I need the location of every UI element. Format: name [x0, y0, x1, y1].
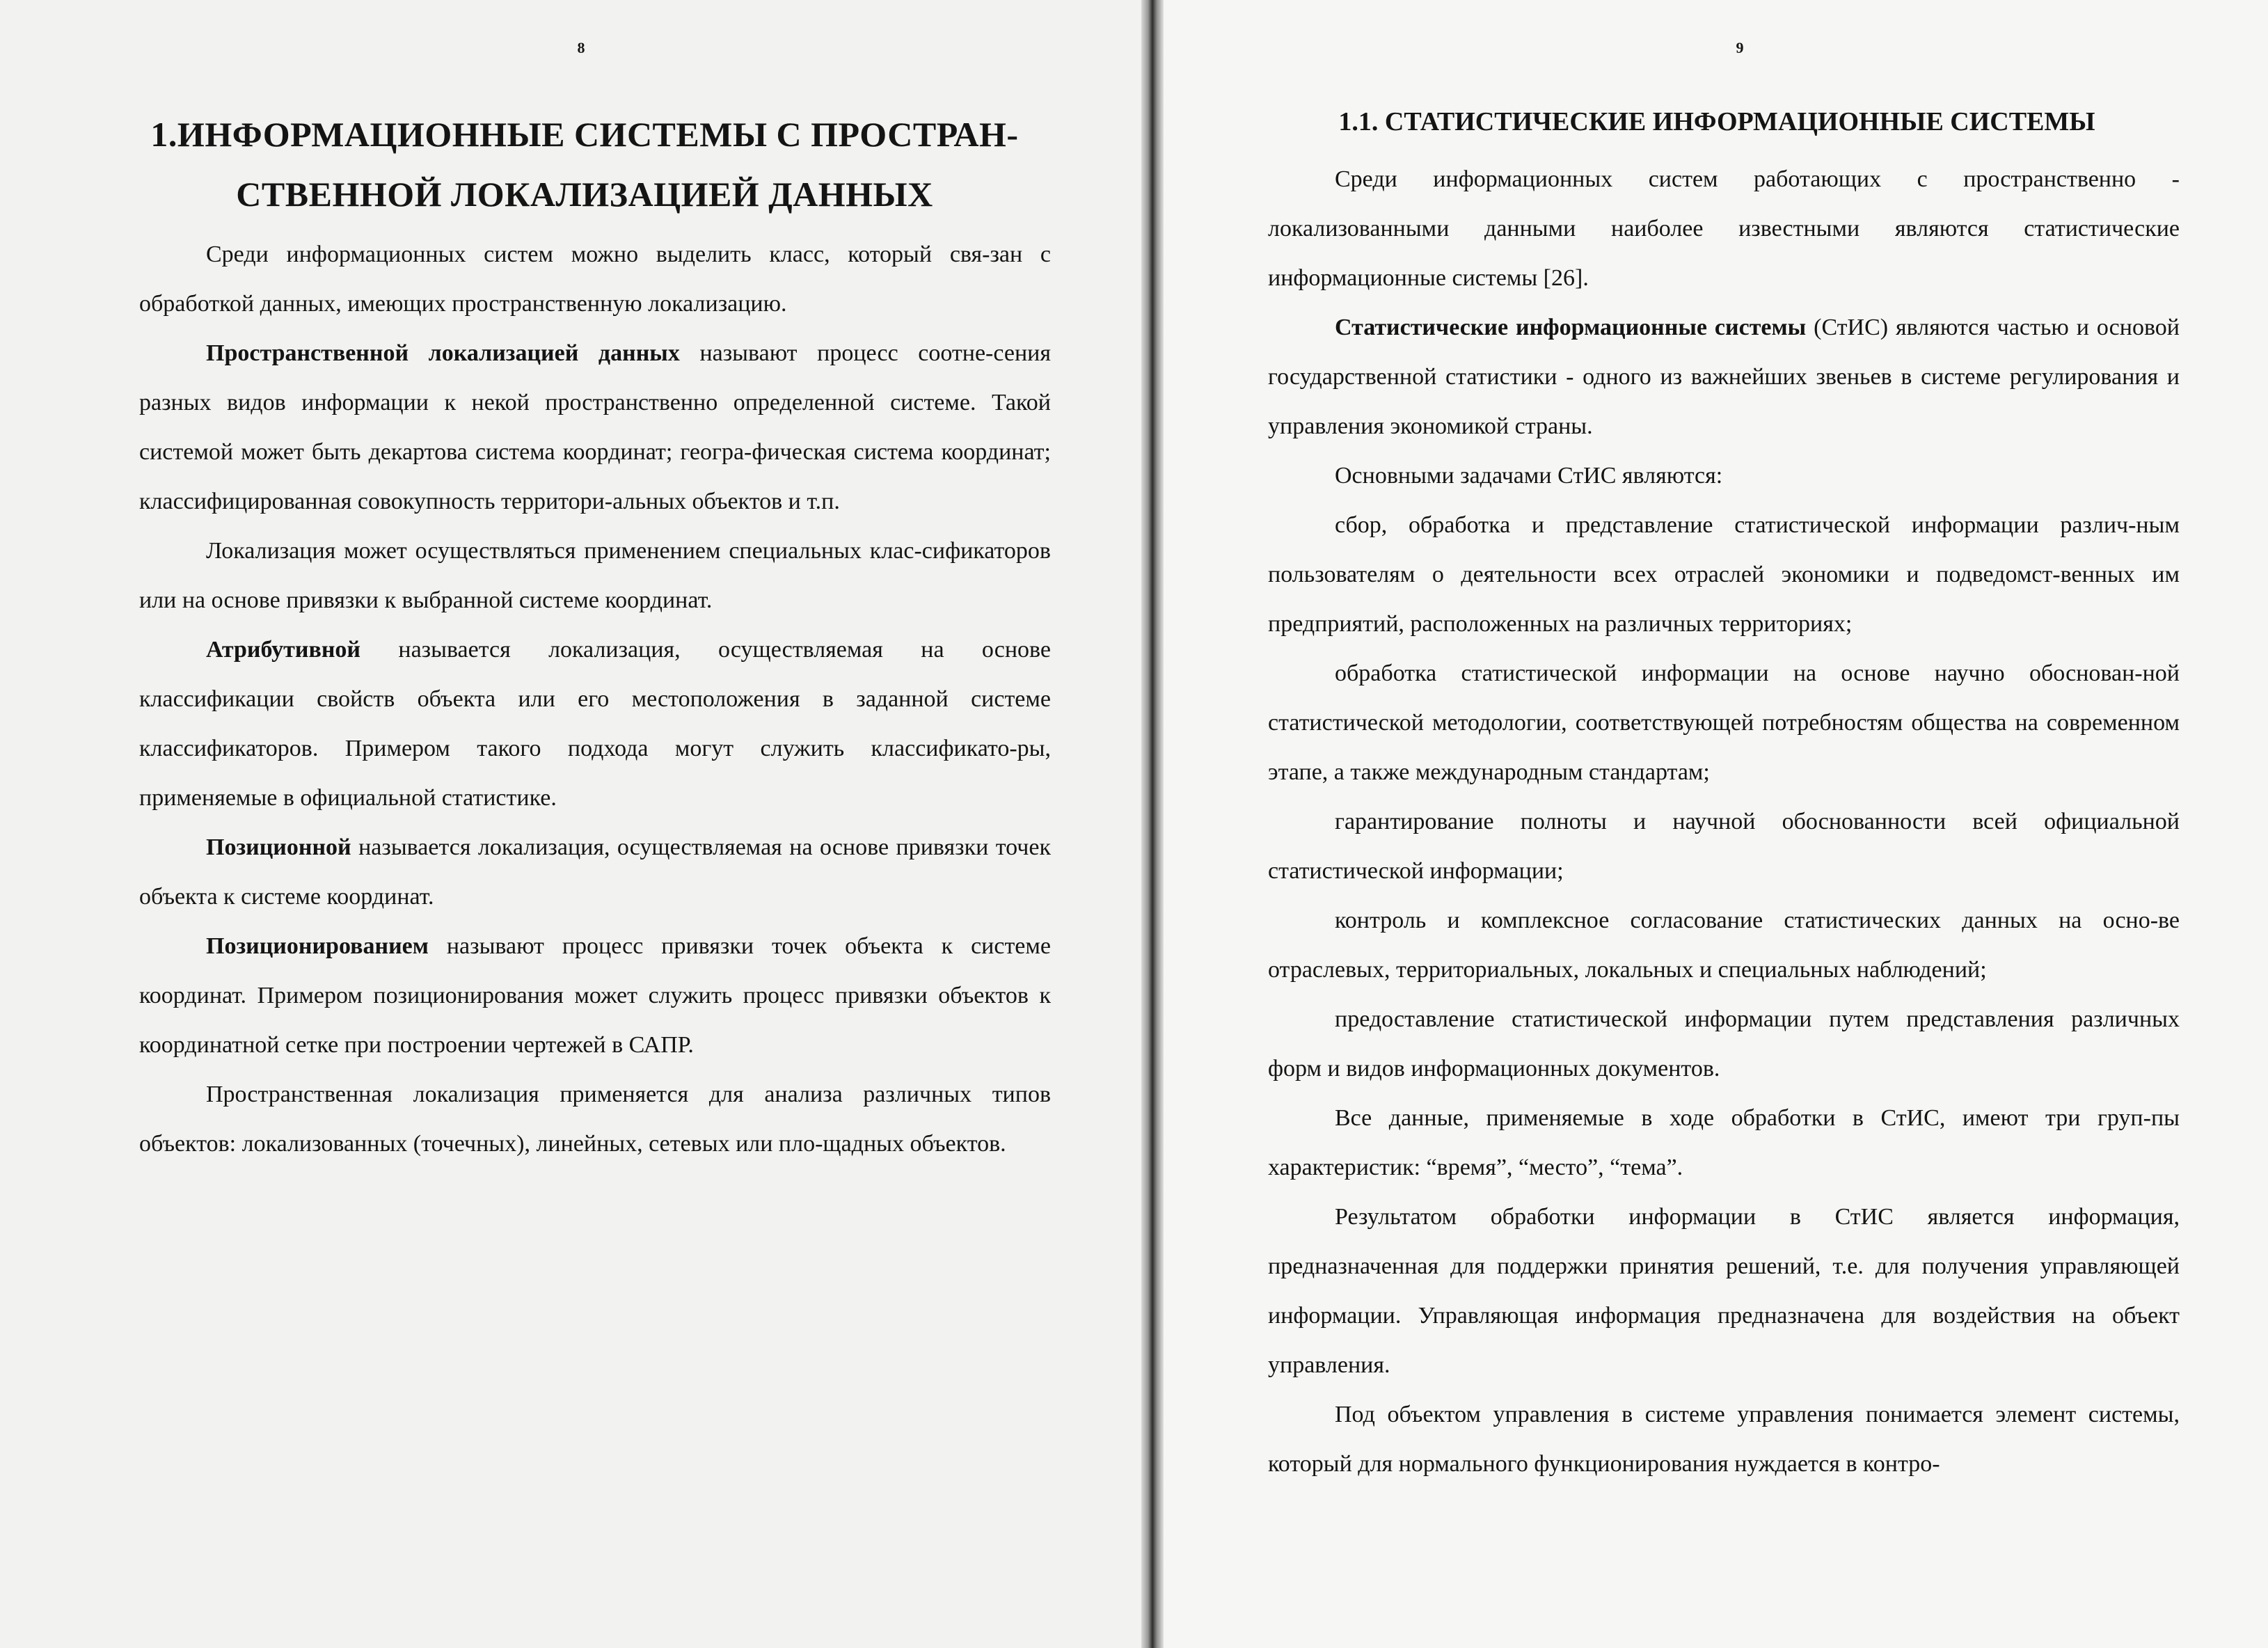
term: Атрибутивной — [206, 637, 361, 663]
chapter-title-line: 1.ИНФОРМАЦИОННЫЕ СИСТЕМЫ С ПРОСТРАН- — [150, 115, 1019, 154]
page-number: 8 — [577, 39, 585, 56]
paragraph: контроль и комплексное согласование статистических данных на осно-ве отраслевых, территориальных, локальных и специальных наблюдений; — [1268, 908, 2180, 983]
chapter-title — [125, 104, 1044, 224]
paragraph: Все данные, применяемые в ходе обработки в СтИС, имеют три груп-пы характеристик: “время”, “место”, “тема”. — [1268, 1105, 2180, 1180]
paragraph: Под объектом управления в системе управления понимается элемент системы, который для нормального функционирования нуждается в контро- — [1268, 1402, 2180, 1477]
page-number: 9 — [1736, 39, 1744, 56]
book-gutter — [1141, 0, 1164, 1648]
paragraph: обработка статистической информации на основе научно обоснован-ной статистической методологии, соответствующей потребностям общества на современном этапе, а также международным стандартам; — [1268, 660, 2180, 785]
paragraph: Статистические информационные системы (СтИС) являются частью и основой государственной статистики - одного из важнейших звеньев в системе регулирования и управления экономикой страны. — [1268, 315, 2180, 439]
term: Пространственной локализацией данных — [206, 340, 680, 366]
paragraph: гарантирование полноты и научной обоснованности всей официальной статистической информации; — [1268, 809, 2180, 884]
term: Статистические информационные системы — [1335, 315, 1807, 340]
chapter-title-line: СТВЕННОЙ ЛОКАЛИЗАЦИЕЙ ДАННЫХ — [236, 175, 933, 214]
paragraph: сбор, обработка и представление статистической информации различ-ным пользователям о деятельности всех отраслей экономики и подведомст-венных им предприятий, расположенных на различных территориях; — [1268, 512, 2180, 637]
paragraph: Пространственной локализацией данных называют процесс соотне-сения разных видов информации к некой пространственно определенной системе. Такой системой может быть декартова система координат; геогра-фическая система координат; классифицированная совокупность территори-альных объектов и т.п. — [139, 340, 1051, 514]
paragraph: Позиционированием называют процесс привязки точек объекта к системе координат. Примером позиционирования может служить процесс привязки объектов к координатной сетке при построении чертежей в САПР. — [139, 933, 1051, 1058]
paragraph: Локализация может осуществляться применением специальных клас-сификаторов или на основе привязки к выбранной системе координат. — [139, 538, 1051, 613]
body-text — [1268, 154, 2180, 1489]
paragraph: Атрибутивной называется локализация, осуществляемая на основе классификации свойств объекта или его местоположения в заданной системе классификаторов. Примером такого подхода могут служить классификато-ры, применяемые в официальной статистике. — [139, 637, 1051, 811]
paragraph: Позиционной называется локализация, осуществляемая на основе привязки точек объекта к системе координат. — [139, 834, 1051, 910]
section-title: 1.1. СТАТИСТИЧЕСКИЕ ИНФОРМАЦИОННЫЕ СИСТЕМЫ — [1338, 107, 2095, 136]
right-page — [1164, 0, 2268, 1648]
term: Позиционированием — [206, 933, 429, 959]
paragraph: предоставление статистической информации путем представления различных форм и видов информационных документов. — [1268, 1006, 2180, 1082]
paragraph: Пространственная локализация применяется для анализа различных типов объектов: локализованных (точечных), линейных, сетевых или пло-щадных объектов. — [139, 1082, 1051, 1157]
term: Позиционной — [206, 834, 351, 860]
paragraph: Результатом обработки информации в СтИС является информация, предназначенная для поддержки принятия решений, т.е. для получения управляющей информации. Управляющая информация предназначена для воздействия на объект управления. — [1268, 1204, 2180, 1378]
paragraph: Среди информационных систем работающих с пространственно - локализованными данными наиболее известными являются статистические информационные системы [26]. — [1268, 166, 2180, 291]
paragraph: Основными задачами СтИС являются: — [1335, 463, 1723, 489]
paragraph: Среди информационных систем можно выделить класс, который свя-зан с обработкой данных, имеющих пространственную локализацию. — [139, 241, 1051, 317]
body-text — [139, 230, 1051, 1168]
